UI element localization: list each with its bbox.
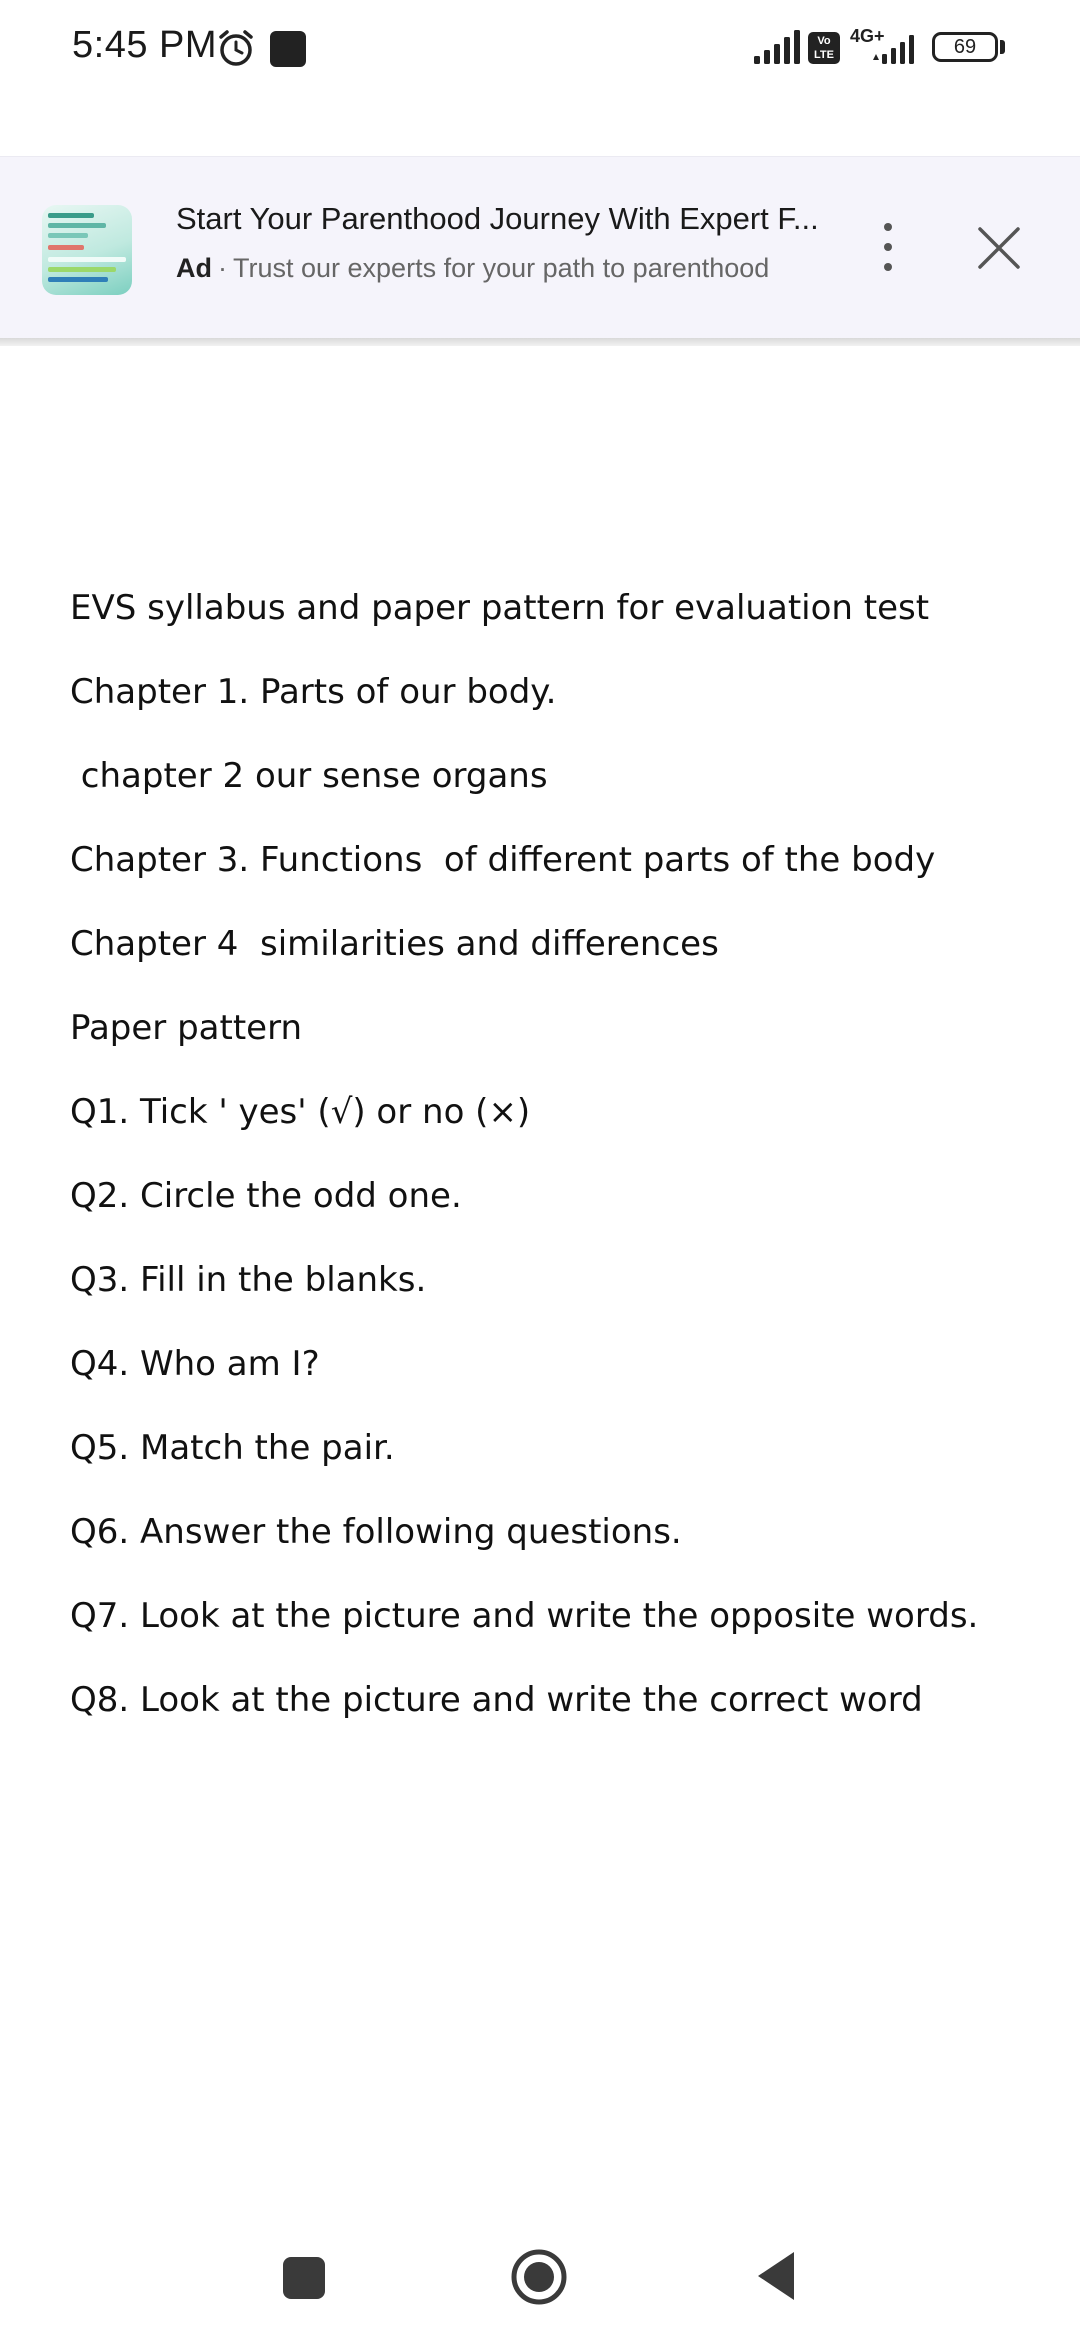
recents-icon[interactable] <box>283 2257 325 2299</box>
question-line: Q8. Look at the picture and write the correct word <box>70 1680 923 1720</box>
section-heading: Paper pattern <box>70 1008 303 1048</box>
back-icon[interactable] <box>756 2250 796 2302</box>
chapter-line: Chapter 3. Functions of different parts of the body <box>70 840 936 880</box>
status-bar <box>0 0 1080 100</box>
kebab-menu-icon[interactable] <box>874 219 902 275</box>
chapter-line: Chapter 4 similarities and differences <box>70 924 719 964</box>
battery-icon <box>932 32 998 62</box>
question-line: Q3. Fill in the blanks. <box>70 1260 427 1300</box>
ad-thumb-stripe <box>48 213 94 218</box>
ad-separator: · <box>218 253 227 283</box>
navigation-bar <box>0 2220 1080 2340</box>
ad-thumb-stripe <box>48 267 116 272</box>
signal-icon <box>752 30 800 64</box>
ad-banner-divider <box>0 338 1080 346</box>
ad-banner[interactable] <box>0 156 1080 339</box>
volte-icon <box>808 32 840 64</box>
ad-subline[interactable] <box>176 253 769 284</box>
ad-title[interactable]: Start Your Parenthood Journey With Expert F... <box>176 201 819 236</box>
chapter-line: Chapter 1. Parts of our body. <box>70 672 557 712</box>
ad-thumb-stripe <box>48 257 126 262</box>
question-line: Q7. Look at the picture and write the opposite words. <box>70 1596 979 1636</box>
battery-nub <box>1000 40 1005 54</box>
status-time: 5:45 PM <box>72 24 218 66</box>
ad-description: Trust our experts for your path to parenthood <box>233 253 770 283</box>
ad-thumb-stripe <box>48 245 84 250</box>
network-type-label: 4G+ <box>850 26 885 46</box>
question-line: Q1. Tick ' yes' (√) or no (×) <box>70 1092 531 1132</box>
question-line: Q4. Who am I? <box>70 1344 320 1384</box>
alarm-icon <box>216 28 256 68</box>
home-icon[interactable] <box>510 2248 568 2306</box>
question-line: Q2. Circle the odd one. <box>70 1176 462 1216</box>
battery-level: 69 <box>953 36 977 58</box>
ad-label: Ad <box>176 253 212 283</box>
chapter-line: chapter 2 our sense organs <box>70 756 548 796</box>
ad-thumb-stripe <box>48 277 108 282</box>
ad-thumb-stripe <box>48 223 106 228</box>
square-notif-icon <box>270 31 306 67</box>
close-icon[interactable] <box>976 225 1022 271</box>
question-line: Q5. Match the pair. <box>70 1428 395 1468</box>
document-title: EVS syllabus and paper pattern for evaluation test <box>70 588 930 628</box>
question-line: Q6. Answer the following questions. <box>70 1512 682 1552</box>
ad-thumbnail[interactable] <box>42 205 132 295</box>
signal-icon <box>872 30 920 64</box>
ad-thumb-stripe <box>48 233 88 238</box>
volte-label: Vo LTE <box>814 35 834 61</box>
